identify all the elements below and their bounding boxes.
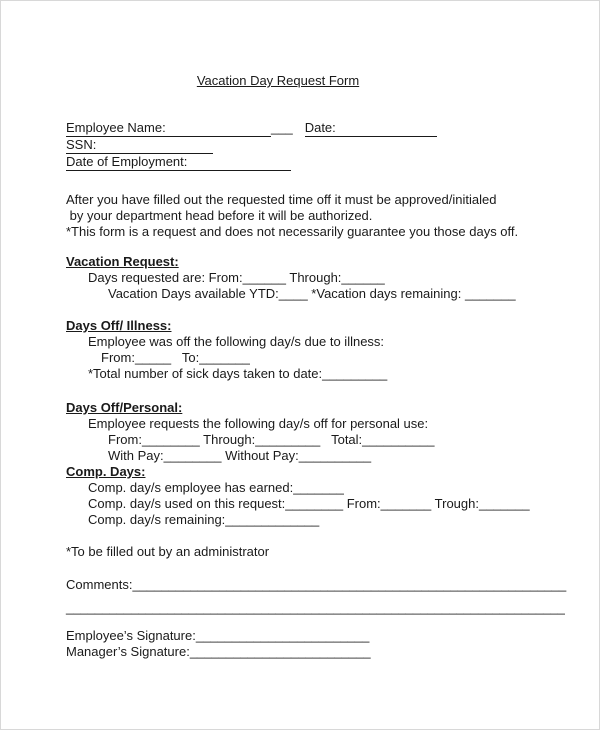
employee-name-field — [66, 120, 271, 137]
document-title-row — [66, 73, 490, 89]
days-off-illness-heading: Days Off/ Illness: — [66, 318, 172, 333]
section-days-off-personal — [66, 400, 565, 464]
header-fields — [66, 120, 565, 171]
employee-signature-label: Employee’s Signature: — [66, 628, 196, 643]
comments-row — [66, 577, 565, 593]
employee-signature-row — [66, 628, 565, 644]
employee-name-trailing-blank: ___ — [271, 120, 293, 135]
comments-blank-line-2: _____________________________________________________________________ — [66, 600, 565, 615]
date-label: Date: — [304, 120, 336, 135]
vacation-request-heading: Vacation Request: — [66, 254, 179, 269]
date-field — [305, 120, 437, 137]
section-days-off-illness — [66, 318, 565, 382]
date-of-employment-row — [66, 154, 565, 171]
comments-blank-line-1: ____________________________________________________________ — [132, 577, 567, 592]
personal-pay-line: With Pay:________ Without Pay:__________ — [108, 448, 372, 463]
intro-line-3: *This form is a request and does not necessarily guarantee you those days off. — [66, 224, 519, 239]
employee-name-label: Employee Name: — [66, 120, 166, 135]
ssn-row — [66, 137, 565, 154]
date-of-employment-field — [66, 154, 291, 171]
comments-label: Comments: — [66, 577, 133, 592]
personal-description-line: Employee requests the following day/s off for personal use: — [88, 416, 429, 431]
comp-days-used-line: Comp. day/s used on this request:________ From:_______ Trough:_______ — [88, 496, 530, 511]
intro-line-1: After you have filled out the requested time off it must be approved/initialed — [66, 192, 497, 207]
comp-days-heading: Comp. Days: — [66, 464, 146, 479]
employee-signature-blank: ________________________ — [195, 628, 370, 643]
page-title: Vacation Day Request Form — [196, 73, 360, 88]
employee-name-date-row — [66, 120, 565, 137]
signature-block — [66, 628, 565, 660]
vacation-days-requested-line: Days requested are: From:______ Through:______ — [88, 270, 385, 285]
manager-signature-label: Manager’s Signature: — [66, 644, 190, 659]
intro-paragraph — [66, 192, 565, 240]
section-comp-days — [66, 464, 565, 528]
vacation-days-available-line: Vacation Days available YTD:____ *Vacation days remaining: _______ — [108, 286, 516, 301]
days-off-personal-heading: Days Off/Personal: — [66, 400, 183, 415]
date-of-employment-label: Date of Employment: — [66, 154, 188, 169]
illness-from-to-line: From:_____ To:_______ — [101, 350, 250, 365]
administrator-note: *To be filled out by an administrator — [66, 544, 270, 559]
manager-signature-row — [66, 644, 565, 660]
comp-days-remaining-line: Comp. day/s remaining:_____________ — [88, 512, 320, 527]
manager-signature-blank: _________________________ — [189, 644, 371, 659]
ssn-field — [66, 137, 213, 154]
section-vacation-request — [66, 254, 565, 302]
sick-days-total-line: *Total number of sick days taken to date:_________ — [88, 366, 388, 381]
illness-description-line: Employee was off the following day/s due to illness: — [88, 334, 385, 349]
comments-block — [66, 577, 565, 616]
intro-line-2: by your department head before it will be authorized. — [66, 208, 373, 223]
comp-days-earned-line: Comp. day/s employee has earned:_______ — [88, 480, 344, 495]
personal-from-through-total-line: From:________ Through:_________ Total:__________ — [108, 432, 435, 447]
ssn-label: SSN: — [66, 137, 97, 152]
